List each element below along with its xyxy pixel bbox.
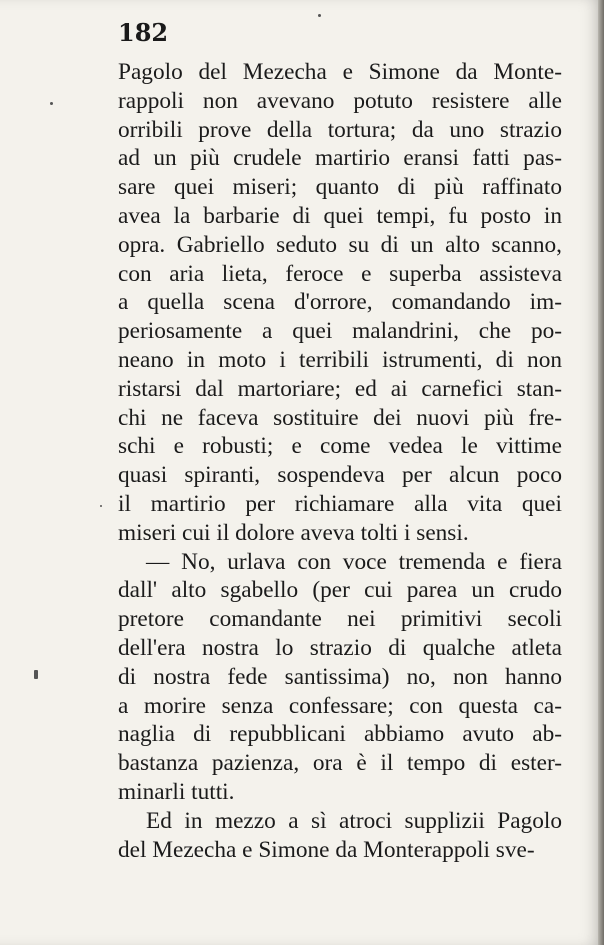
- paper-speck: [100, 505, 102, 507]
- text-line: dell'era nostra lo strazio di qualche atleta: [118, 634, 562, 661]
- body-text: [118, 58, 562, 864]
- text-line: il martirio per richiamare alla vita quei: [118, 490, 562, 517]
- text-line: orribili prove della tortura; da uno strazio: [118, 116, 562, 143]
- text-line: neano in moto i terribili istrumenti, di non: [118, 346, 562, 373]
- text-line: chi ne faceva sostituire dei nuovi più fre-: [118, 404, 562, 431]
- text-line: sare quei miseri; quanto di più raffinato: [118, 174, 562, 201]
- text-line: con aria lieta, feroce e superba assisteva: [118, 260, 562, 287]
- text-line: naglia di repubblicani abbiamo avuto ab-: [118, 721, 562, 748]
- text-line: del Mezecha e Simone da Monterappoli sve-: [118, 836, 535, 863]
- text-line: periosamente a quei malandrini, che po-: [118, 318, 562, 345]
- text-line: dall' alto sgabello (per cui parea un crudo: [118, 577, 562, 604]
- paper-speck: [50, 102, 53, 105]
- text-line: opra. Gabriello seduto su di un alto scanno,: [118, 231, 562, 258]
- text-line: — No, urlava con voce tremenda e fiera: [146, 548, 562, 575]
- page-number: 182: [118, 18, 169, 47]
- text-line: rappoli non avevano potuto resistere alle: [118, 87, 562, 114]
- text-line: a quella scena d'orrore, comandando im-: [118, 289, 562, 316]
- paper-speck: [318, 14, 321, 17]
- text-line: Pagolo del Mezecha e Simone da Monte-: [118, 59, 562, 85]
- text-line: pretore comandante nei primitivi secoli: [118, 606, 562, 633]
- text-line: schi e robusti; e come vedea le vittime: [118, 433, 562, 460]
- page-edge-shadow: [598, 0, 604, 945]
- text-line: a morire senza confessare; con questa ca-: [118, 692, 562, 719]
- text-line: Ed in mezzo a sì atroci supplizii Pagolo: [146, 807, 562, 834]
- text-line: avea la barbarie di quei tempi, fu posto in: [118, 202, 562, 229]
- text-line: bastanza pazienza, ora è il tempo di ester-: [118, 750, 562, 777]
- text-line: ristarsi dal martoriare; ed ai carnefici stan-: [118, 375, 562, 402]
- text-line: ad un più crudele martirio eransi fatti pas-: [118, 145, 562, 172]
- text-line: miseri cui il dolore aveva tolti i sensi.: [118, 519, 469, 546]
- text-line: minarli tutti.: [118, 778, 235, 805]
- text-line: di nostra fede santissima) no, non hanno: [118, 663, 562, 690]
- paper-speck: [34, 670, 38, 679]
- text-line: quasi spiranti, sospendeva per alcun poco: [118, 462, 562, 489]
